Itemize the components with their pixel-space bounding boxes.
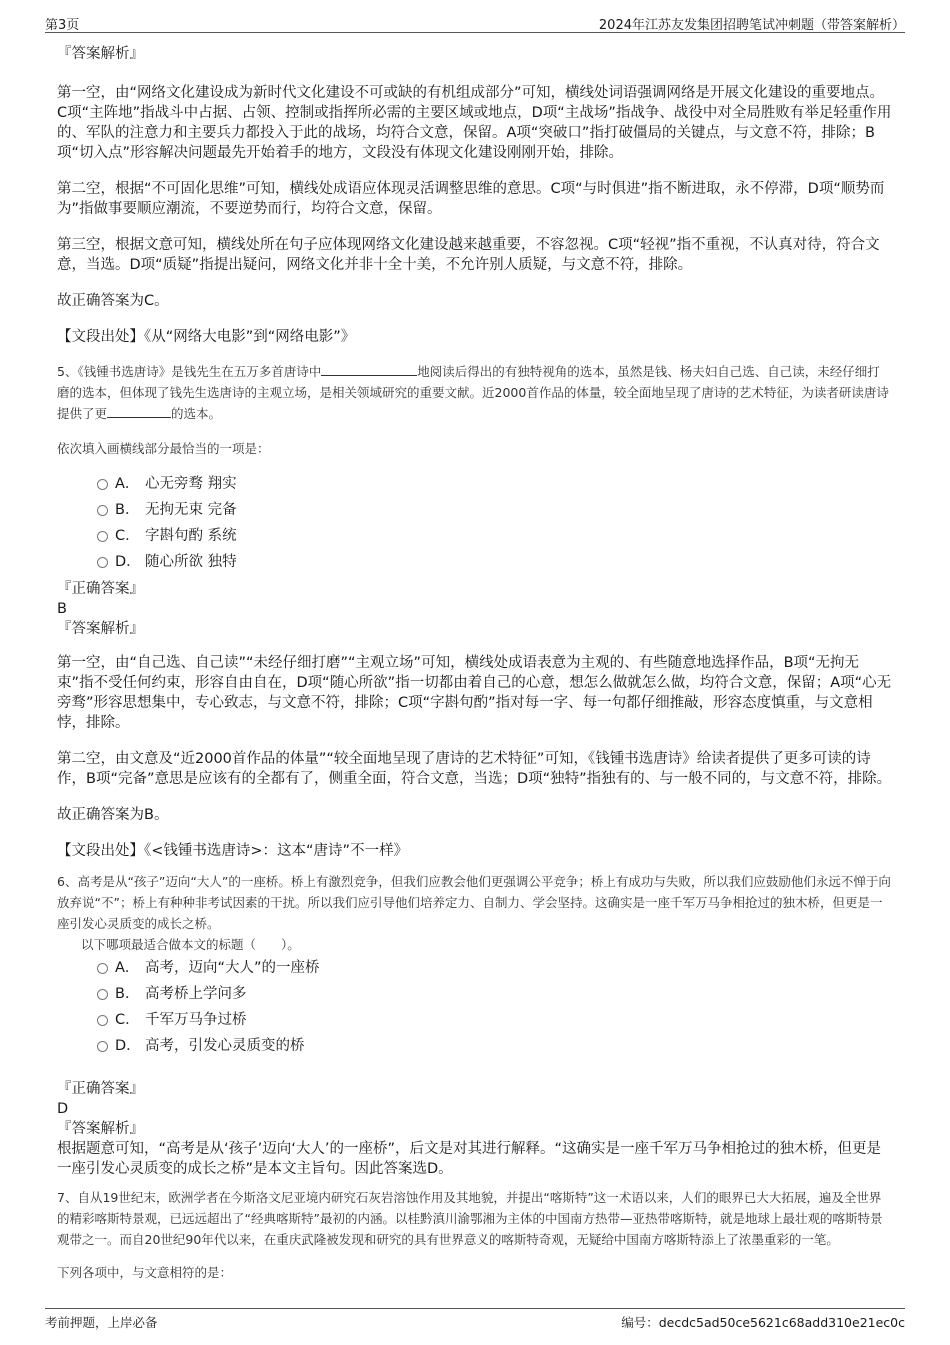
- q7-prompt: 下列各项中，与文意相符的是：: [57, 1265, 233, 1280]
- footer-divider: [45, 1308, 905, 1309]
- q5-options: [57, 471, 892, 575]
- document-title: 2024年江苏友发集团招聘笔试冲刺题（带答案解析）: [598, 18, 905, 33]
- radio-icon[interactable]: [97, 1041, 108, 1052]
- q6-stem: 6、高考是从“孩子”迈向“大人”的一座桥。桥上有激烈竞争，但我们应教会他们更强调公平竞争；桥上有成功与失败，所以我们应鼓励他们永远不惮于向放弃说“不”；桥上有种种非考试因素的干扰。所以我们应引导他们培养定力、自制力、学会坚持。这确实是一座千军万马争相抢过的独木桥，但更是一座引发心灵质变的成长之桥。: [57, 874, 891, 931]
- q5-analysis-para1: 第一空，由“自己选、自己读”“未经仔细打磨”“主观立场”可知，横线处成语表意为主观的、有些随意地选择作品，B项“无拘无束”指不受任何约束，形容自由自在，D项“随心所欲”指一切都由着自己的心意，想怎么做就怎么做，均符合文意，保留；A项“心无旁骛”形容思想集中，专心致志，与文意不符，排除；C项“字斟句酌”指对每一字、每一句都仔细推敲，形容态度慎重，与文意相悖，排除。: [57, 655, 892, 731]
- footer-slogan: 考前押题，上岸必备: [45, 1315, 158, 1330]
- document-code: 编号：decdc5ad50ce5621c68add310e21ec0c: [621, 1315, 905, 1330]
- page-header: [45, 10, 905, 32]
- q4-analysis-label: 『答案解析』: [57, 46, 144, 62]
- q5-stem-part3: 的选本。: [171, 406, 222, 421]
- q6-prompt: 以下哪项最适合做本文的标题（ ）。: [81, 937, 300, 952]
- q6-options: [57, 955, 892, 1059]
- q4-conclusion: 故正确答案为C。: [57, 293, 169, 309]
- q4-analysis-para2: 第二空，根据“不可固化思维”可知，横线处成语应体现灵活调整思维的意思。C项“与时俱进”指不断进取，永不停滞，D项“顺势而为”指做事要顺应潮流，不要逆势而行，均符合文意，保留。: [57, 181, 885, 217]
- q5-option-a[interactable]: A． 心无旁骛 翔实: [57, 471, 892, 497]
- q5-analysis-para2: 第二空，由文意及“近2000首作品的体量”“较全面地呈现了唐诗的艺术特征”可知，《钱锺书选唐诗》给读者提供了更多可读的诗作，B项“完备”意思是应该有的全都有了，侧重全面，符合文意，当选；D项“独特”指独有的、与一般不同的，与文意不符，排除。: [57, 751, 892, 787]
- radio-icon[interactable]: [97, 531, 108, 542]
- q5-option-c[interactable]: C． 字斟句酌 系统: [57, 523, 892, 549]
- header-divider: [45, 32, 905, 33]
- q5-stem-part2: 地阅读后得出的有独特视角的选本，虽然是钱、杨夫妇自己选、自己读，未经仔细打磨的选本，但体现了钱先生选唐诗的主观立场，是相关领域研究的重要文献。近2000首作品的体量，较全面地呈现了唐诗的艺术特征，为读者研读唐诗提供了更: [57, 364, 889, 421]
- q6-option-b[interactable]: B． 高考桥上学问多: [57, 981, 892, 1007]
- q6-analysis-label: 『答案解析』: [57, 1121, 144, 1137]
- q5-option-b[interactable]: B． 无拘无束 完备: [57, 497, 892, 523]
- q5-blank-2: [107, 404, 171, 418]
- page-content: [57, 40, 892, 1283]
- q5-analysis-label: 『答案解析』: [57, 621, 144, 637]
- radio-icon[interactable]: [97, 1015, 108, 1026]
- q6-option-a[interactable]: A． 高考，迈向“大人”的一座桥: [57, 955, 892, 981]
- radio-icon[interactable]: [97, 963, 108, 974]
- q5-blank-1: [321, 362, 417, 376]
- q5-answer: B: [57, 601, 67, 617]
- q5-prompt: 依次填入画横线部分最恰当的一项是：: [57, 441, 270, 456]
- q7-stem: 7、自从19世纪末，欧洲学者在今斯洛文尼亚境内研究石灰岩溶蚀作用及其地貌，并提出“喀斯特”这一术语以来，人们的眼界已大大拓展，遍及全世界的精彩喀斯特景观，已远远超出了“经典喀斯特”最初的内涵。以桂黔滇川渝鄂湘为主体的中国南方热带—亚热带喀斯特，就是地球上最壮观的喀斯特景观带之一。而自20世纪90年代以来，在重庆武隆被发现和研究的具有世界意义的喀斯特奇观，无疑给中国南方喀斯特添上了浓墨重彩的一笔。: [57, 1190, 883, 1247]
- q6-option-c[interactable]: C． 千军万马争过桥: [57, 1007, 892, 1033]
- radio-icon[interactable]: [97, 989, 108, 1000]
- q6-analysis: 根据题意可知，“高考是从‘孩子’迈向‘大人’的一座桥”，后文是对其进行解释。“这确实是一座千军万马争相抢过的独木桥，但更是一座引发心灵质变的成长之桥”是本文主旨句。因此答案选D。: [57, 1141, 881, 1177]
- q5-conclusion: 故正确答案为B。: [57, 807, 169, 823]
- q4-analysis-para3: 第三空，根据文意可知，横线处所在句子应体现网络文化建设越来越重要，不容忽视。C项“轻视”指不重视，不认真对待，符合文意，当选。D项“质疑”指提出疑问，网络文化并非十全十美，不允许别人质疑，与文意不符，排除。: [57, 237, 880, 273]
- q6-answer: D: [57, 1101, 69, 1117]
- page-number: 第3页: [45, 18, 80, 33]
- radio-icon[interactable]: [97, 557, 108, 568]
- q5-option-d[interactable]: D． 随心所欲 独特: [57, 549, 892, 575]
- q5-answer-label: 『正确答案』: [57, 581, 144, 597]
- q5-source: 【文段出处】《<钱锺书选唐诗>：这本“唐诗”不一样》: [57, 843, 409, 859]
- q4-source: 【文段出处】《从“网络大电影”到“网络电影”》: [57, 329, 356, 345]
- q6-answer-label: 『正确答案』: [57, 1081, 144, 1097]
- q5-stem-part1: 5、《钱锺书选唐诗》是钱先生在五万多首唐诗中: [57, 364, 322, 379]
- q5-stem: [57, 361, 892, 424]
- radio-icon[interactable]: [97, 479, 108, 490]
- q4-analysis-para1: 第一空，由“网络文化建设成为新时代文化建设不可或缺的有机组成部分”可知，横线处词语强调网络是开展文化建设的重要地点。C项“主阵地”指战斗中占据、占领、控制或指挥所必需的主要区域或地点，D项“主战场”指战争、战役中对全局胜败有举足轻重作用的、军队的注意力和主要兵力都投入于此的战场，均符合文意，保留。A项“突破口”指打破僵局的关键点，与文意不符，排除；B项“切入点”形容解决问题最先开始着手的地方，文段没有体现文化建设刚刚开始，排除。: [57, 85, 892, 161]
- radio-icon[interactable]: [97, 505, 108, 516]
- q6-option-d[interactable]: D． 高考，引发心灵质变的桥: [57, 1033, 892, 1059]
